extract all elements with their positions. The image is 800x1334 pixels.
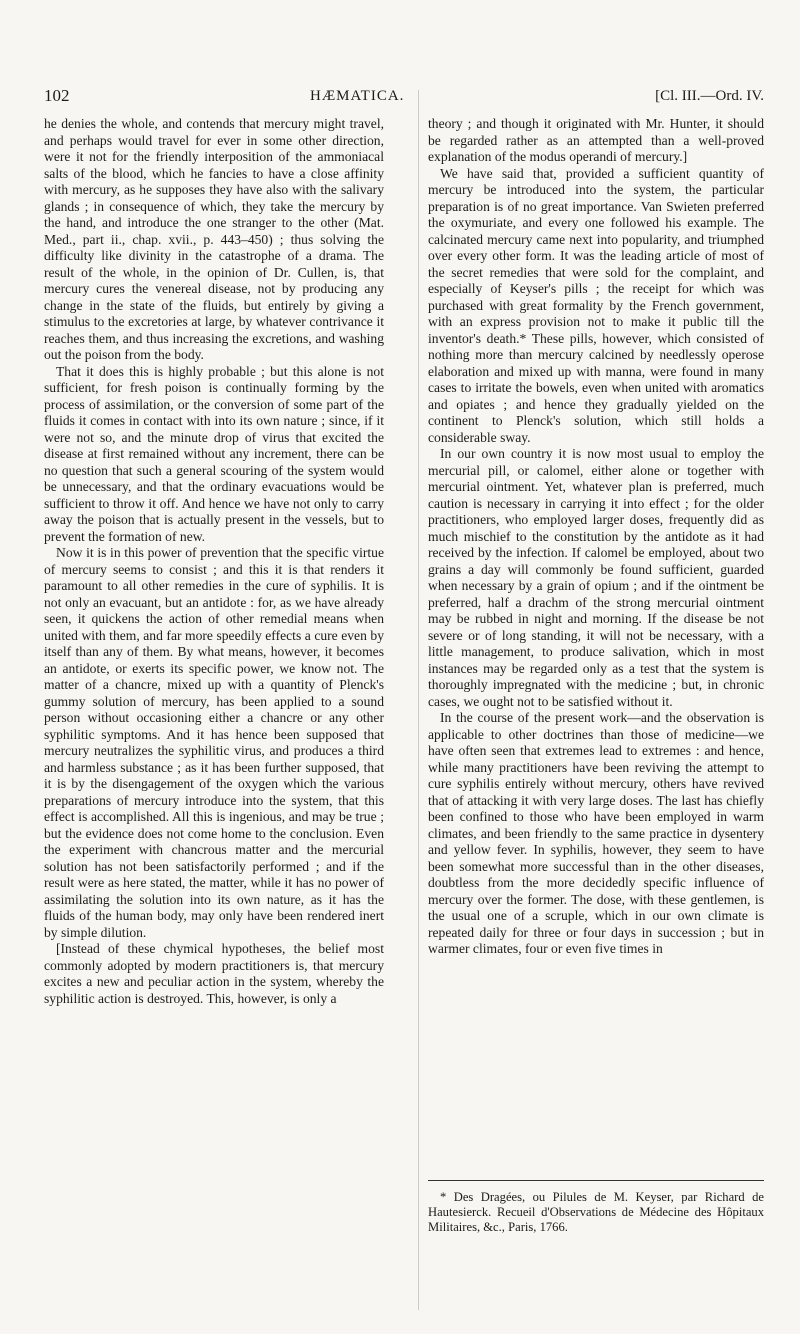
- footnote-divider: [428, 1180, 764, 1181]
- column-gutter: [418, 90, 419, 1310]
- paragraph: he denies the whole, and contends that mercury might travel, and perhaps would travel for ever in some other direction, were it not for the friendly interposition of the ammoniacal salts of the blood, which he fancies to have a close affinity with mercury, as he supposes they have also with the salivary glands ; in consequence of which, they take the mercury by the hand, and introduce the one stranger to the other (Mat. Med., part ii., chap. xvii., p. 443–450) ; thus solving the difficulty like divinity in the catastrophe of a drama. The result of the whole, in the opinion of Dr. Cullen, is, that mercury cures the venereal disease, not by producing any change in the state of the fluids, but entirely by giving a stimulus to the excretories at large, by whatever contrivance it reaches them, and thus increasing the excretions, and washing out the poison from the body.: [44, 116, 384, 362]
- section-reference: [Cl. III.—Ord. IV.: [655, 88, 764, 104]
- running-title: HÆMATICA.: [310, 88, 405, 104]
- paragraph: [Instead of these chymical hypotheses, the belief most commonly adopted by modern practitioners is, that mercury excites a new and peculiar action in the system, whereby the syphilitic action is destroyed. This, however, is only a: [44, 941, 384, 1006]
- page-number: 102: [44, 86, 70, 105]
- right-column: [428, 116, 764, 958]
- page-header: [44, 86, 764, 110]
- paragraph: theory ; and though it originated with Mr. Hunter, it should be regarded rather as an attempted than a well-proved explanation of the modus operandi of mercury.]: [428, 116, 764, 164]
- paragraph: That it does this is highly probable ; but this alone is not sufficient, for fresh poison is continually forming by the process of assimilation, or the conversion of some part of the fluids it comes in contact with into its own nature ; since, if it were not so, and the minute drop of virus that excited the disease at first remained without any increment, there can be no question that such a general scouring of the system would be unnecessary, and that the ordinary evacuations would be sufficient to throw it off. And hence we have not only to carry away the poison that is actually present in the vessels, but to prevent the formation of new.: [44, 363, 384, 544]
- paragraph: In our own country it is now most usual to employ the mercurial pill, or calomel, either alone or together with mercurial ointment. Yet, whatever plan is preferred, much caution is necessary in carrying it into effect ; for the older practitioners, who employed larger doses, frequently did as much mischief to the constitution by the antidote as it had received by the infection. If calomel be employed, about two grains a day will commonly be found sufficient, guarded when necessary by a grain of opium ; and if the ointment be preferred, half a drachm of the strong mercurial ointment may be rubbed in night and morning. If the disease be not severe or of long standing, it will not be necessary, with a little management, to produce salivation, which in most instances may be regarded only as a test that the system is thoroughly impregnated with the medicine ; but, in chronic cases, we ought not to be satisfied without it.: [428, 446, 764, 709]
- footnote: * Des Dragées, ou Pilules de M. Keyser, par Richard de Hautesierck. Recueil d'Observations de Médecine des Hôpitaux Militaires, &c., Paris, 1766.: [428, 1190, 764, 1234]
- paragraph: We have said that, provided a sufficient quantity of mercury be introduced into the system, the particular preparation is of no great importance. Van Swieten preferred the oxymuriate, and every one followed his example. The calcinated mercury came next into popularity, and triumphed over every other form. It was the leading article of most of the secret remedies that were sold for the complaint, and especially of Keyser's pills ; the receipt for which was purchased with great formality by the French government, with an express provision not to make it public till the inventor's death.* These pills, however, which consisted of nothing more than mercury calcined by needlessly operose elaboration and mixed up with manna, were found in many cases to irritate the bowels, even when united with aromatics and opiates ; and hence they gradually yielded on the continent to Plenck's solution, which still holds a considerable sway.: [428, 165, 764, 445]
- left-column: [44, 116, 384, 1007]
- paragraph: Now it is in this power of prevention that the specific virtue of mercury seems to consist ; and this it is that renders it paramount to all other remedies in the cure of syphilis. It is not only an evacuant, but an antidote : for, as we have already seen, it quickens the action of other remedial means when united with them, and far more speedily effects a cure even by itself than any of them. By what means, however, it becomes an antidote, or exerts its specific power, we know not. The matter of a chancre, mixed up with a quantity of Plenck's gummy solution of mercury, has been applied to a sound person without occasioning either a chancre or any other syphilitic symptoms. And it has hence been supposed that mercury neutralizes the syphilitic virus, and produces a third and harmless substance ; as it has been further supposed, that it is by the disengagement of the oxygen which the various preparations of mercury introduce into the system, that this effect is accomplished. All this is ingenious, and may be true ; but the evidence does not come home to the conclusion. Even the experiment with chancrous matter and the mercurial solution has not been satisfactorily performed ; and if the result were as here stated, the matter, while it has no power of assimilating the solution into its own nature, as it has the fluids of the human body, may only have been rendered inert by simple dilution.: [44, 545, 384, 940]
- paragraph: In the course of the present work—and the observation is applicable to other doctrines than those of medicine—we have often seen that extremes lead to extremes : and hence, while many practitioners have been reviving the attempt to cure syphilis entirely without mercury, others have revived that of attacking it with very large doses. The last has chiefly been confined to those who have been employed in warm climates, and been friendly to the same practice in dysentery and yellow fever. In syphilis, however, they seem to have been somewhat more successful than in the other diseases, doubtless from the more decidedly specific influence of mercury over the former. The dose, with these gentlemen, is the usual one of a scruple, which in our own climate is repeated daily for three or four days in succession ; but in warmer climates, four or even five times in: [428, 710, 764, 956]
